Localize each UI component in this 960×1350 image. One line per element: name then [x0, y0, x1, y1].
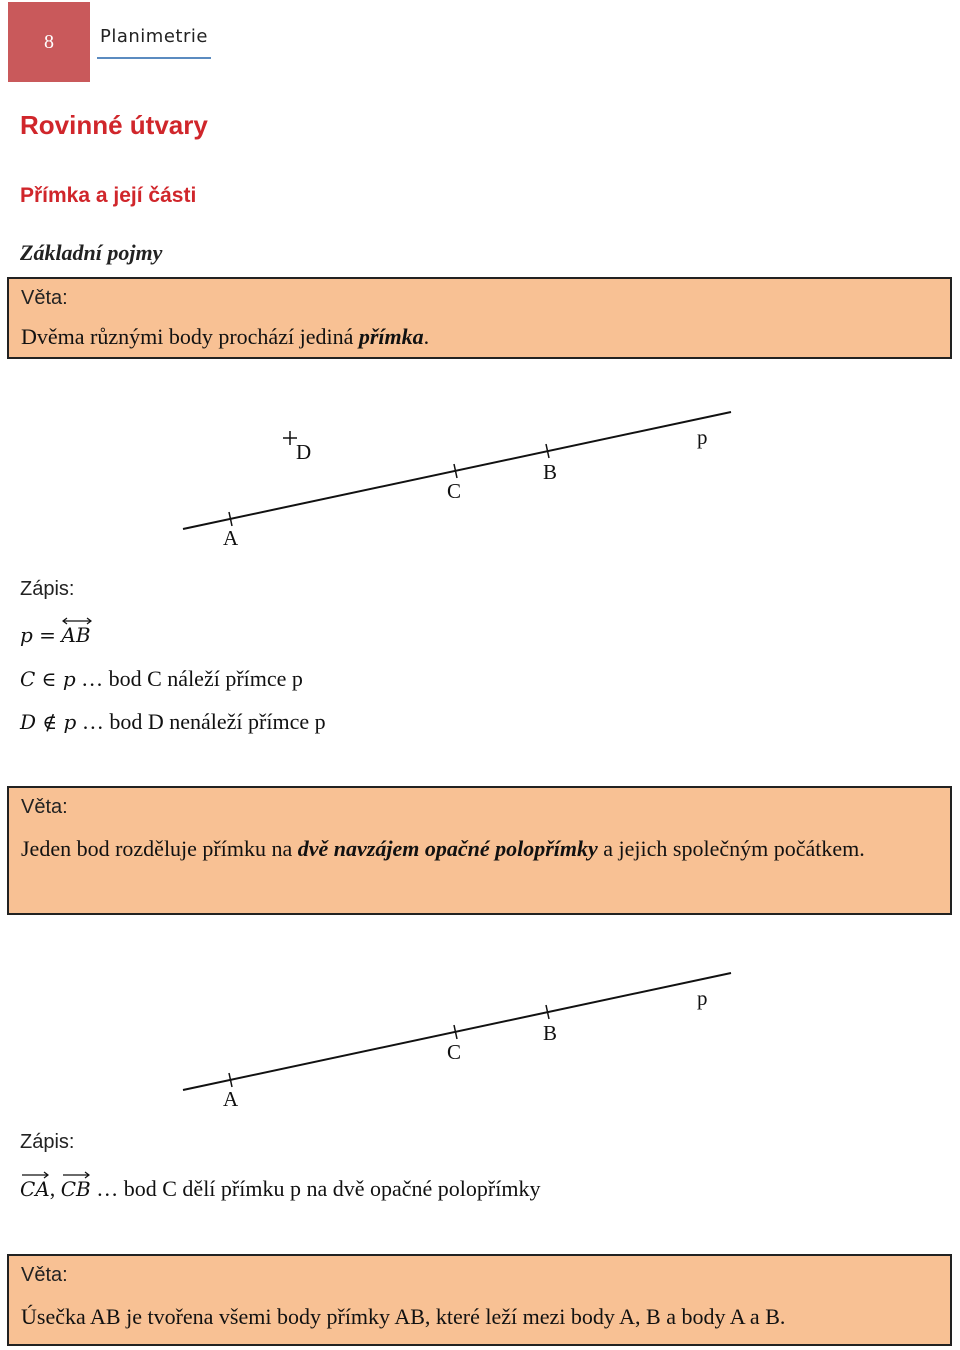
label-a: A [223, 526, 239, 550]
line-p [183, 973, 731, 1090]
equation-rhs: AB [61, 623, 91, 647]
theorem-text-before: Jeden bod rozděluje přímku na [21, 836, 298, 861]
theorem-box-3 [7, 1254, 952, 1346]
ray-separator: , [49, 1176, 56, 1201]
theorem-text [21, 316, 940, 358]
chapter-underline [97, 57, 211, 59]
ray-ca-text: CA [20, 1177, 50, 1201]
notation-label-2: Zápis: [20, 1131, 75, 1153]
ray-description: … bod C dělí přímku p na dvě opačné polopřímky [96, 1176, 541, 1201]
double-arrow-icon [61, 617, 93, 625]
not-element-of-text: … bod D nenáleží přímce p [81, 709, 326, 734]
theorem-text-before: Dvěma různými body prochází jediná [21, 324, 359, 349]
arrow-right-icon [61, 1171, 91, 1179]
line-ab-notation [61, 623, 90, 647]
notation-item-1 [20, 666, 303, 692]
notation-item-2 [20, 709, 326, 735]
label-c: C [447, 1040, 462, 1064]
notation-label-1: Zápis: [20, 578, 75, 600]
theorem-emphasis: přímka [358, 324, 424, 349]
element-of-text: … bod C náleží přímce p [81, 666, 303, 691]
ray-notation [20, 1176, 540, 1202]
equation-lhs: p = [20, 623, 56, 647]
section-heading: Přímka a její části [20, 184, 197, 207]
line-figure-1 [0, 400, 960, 580]
theorem-box-1 [7, 277, 952, 359]
element-of-expression: C ∈ p [20, 667, 76, 691]
theorem-label: Věta: [21, 1264, 68, 1286]
ray-ca-notation [20, 1177, 50, 1201]
theorem-label: Věta: [21, 287, 68, 309]
label-p: p [697, 986, 708, 1010]
ray-cb-notation [61, 1177, 91, 1201]
label-a: A [223, 1087, 239, 1111]
label-d: D [296, 440, 312, 464]
theorem-text [21, 828, 940, 870]
theorem-emphasis: dvě navzájem opačné polopřímky [297, 836, 598, 861]
theorem-text-after: a jejich společným počátkem. [597, 836, 865, 861]
label-c: C [447, 479, 462, 503]
line-equation [20, 622, 91, 648]
chapter-title: Planimetrie [100, 26, 208, 47]
label-b: B [543, 460, 558, 484]
arrow-right-icon [20, 1171, 50, 1179]
subsection-heading: Základní pojmy [20, 240, 163, 265]
theorem-text: Úsečka AB je tvořena všemi body přímky AB, které leží mezi body A, B a body A a B. [21, 1304, 786, 1329]
label-b: B [543, 1021, 558, 1045]
page-title: Rovinné útvary [20, 110, 208, 140]
line-figure-2 [0, 960, 960, 1120]
theorem-box-2 [7, 786, 952, 915]
page-number: 8 [8, 2, 90, 82]
ray-cb-text: CB [60, 1177, 91, 1201]
label-p: p [697, 425, 708, 449]
theorem-text-after: . [423, 324, 430, 349]
line-p [183, 412, 731, 529]
not-element-of-expression: D ∉ p [20, 710, 77, 734]
theorem-label: Věta: [21, 796, 68, 818]
